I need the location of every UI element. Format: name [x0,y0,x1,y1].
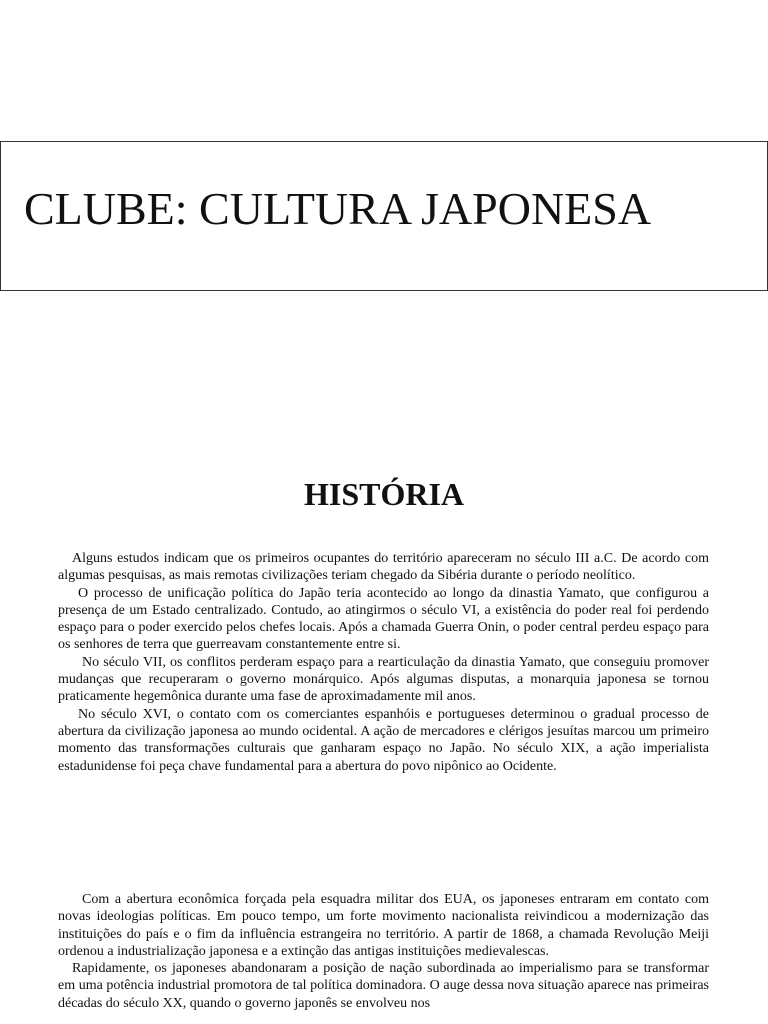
paragraph: No século XVI, o contato com os comerciantes espanhóis e portugueses determinou o gradual processo de abertura da civilização japonesa ao mundo ocidental. A ação de mercadores e clérigos jesuítas marcou um primeiro momento das transformações culturais que ganharam espaço no Japão. No século XIX, a ação imperialista estadunidense foi peça chave fundamental para a abertura do povo nipônico ao Ocidente. [58,706,709,774]
document-title: CLUBE: CULTURA JAPONESA [24,183,652,234]
text-block-meiji [58,891,709,1012]
paragraph: No século VII, os conflitos perderam espaço para a rearticulação da dinastia Yamato, que conseguiu promover mudanças que recuperaram o governo monárquico. Após algumas disputas, a monarquia japonesa se tornou praticamente hegemônica durante uma fase de aproximadamente mil anos. [58,654,709,705]
text-block-history [58,550,709,775]
paragraph: Alguns estudos indicam que os primeiros ocupantes do território apareceram no século III a.C. De acordo com algumas pesquisas, as mais remotas civilizações teriam chegado da Sibéria durante o período neolítico. [58,551,709,584]
paragraph: O processo de unificação política do Japão teria acontecido ao longo da dinastia Yamato, que configurou a presença de um Estado centralizado. Contudo, ao atingirmos o século VI, a existência do poder real foi perdendo espaço para o poder exercido pelos chefes locais. Após a chamada Guerra Onin, o poder central perdeu espaço para os senhores de terra que guerreavam constantemente entre si. [58,585,709,653]
paragraph: Rapidamente, os japoneses abandonaram a posição de nação subordinada ao imperialismo para se transformar em uma potência industrial promotora de tal política dominadora. O auge dessa nova situação aparece nas primeiras décadas do século XX, quando o governo japonês se envolveu nos [58,961,709,1011]
paragraph: Com a abertura econômica forçada pela esquadra militar dos EUA, os japoneses entraram em contato com novas ideologias políticas. Em pouco tempo, um forte movimento nacionalista reivindicou a modernização das instituições do país e o fim da influência estrangeira no território. A partir de 1868, a chamada Revolução Meiji ordenou a industrialização japonesa e a extinção das antigas instituições medievalescas. [58,892,709,959]
section-heading: HISTÓRIA [303,476,465,512]
